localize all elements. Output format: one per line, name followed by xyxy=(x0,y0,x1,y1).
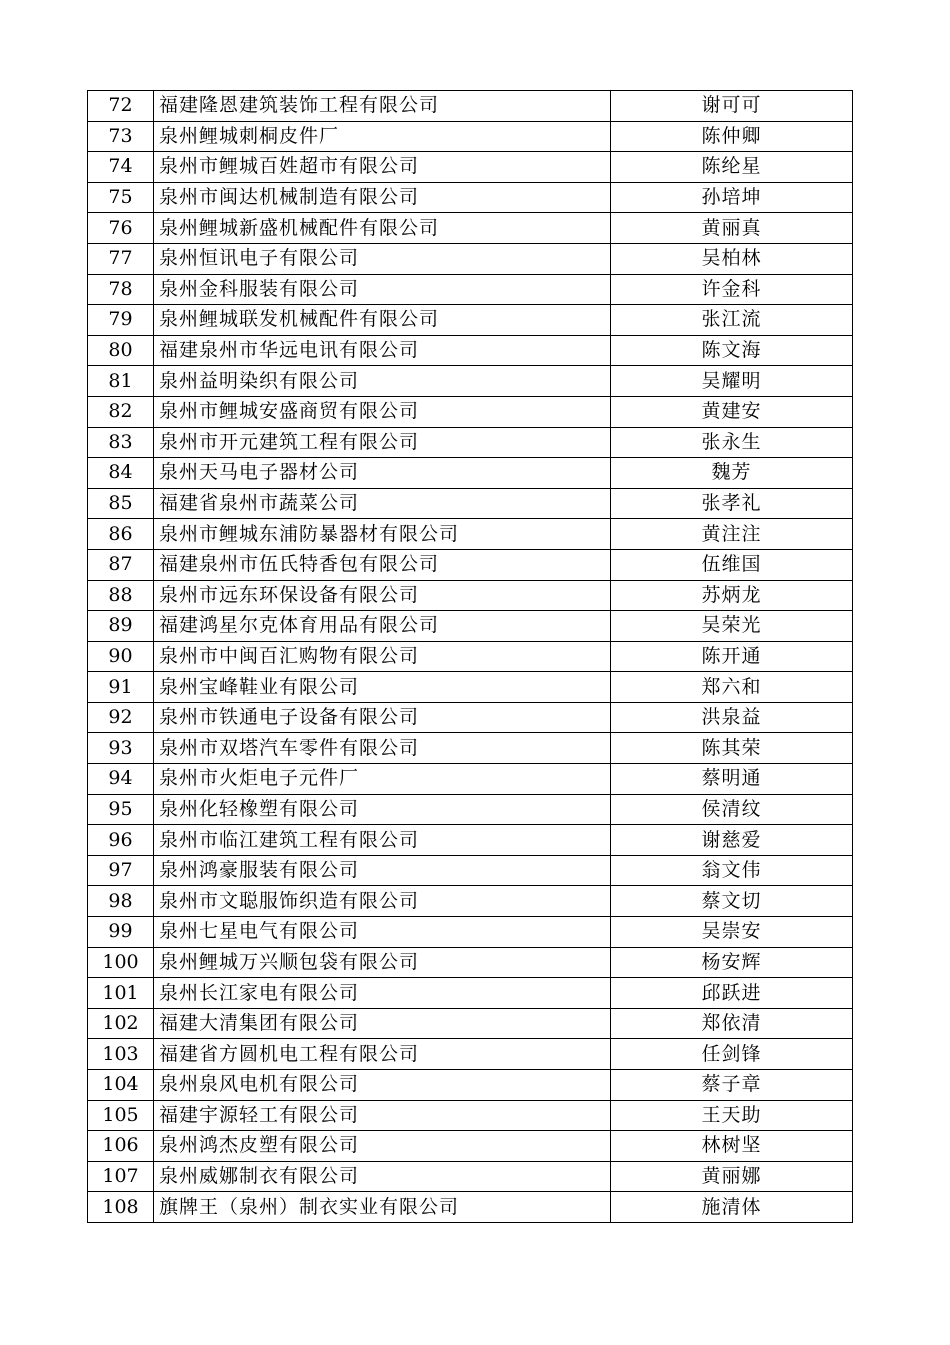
representative-name: 林树坚 xyxy=(611,1131,853,1162)
company-name: 泉州恒讯电子有限公司 xyxy=(154,243,611,274)
table-row xyxy=(88,121,853,152)
table-row xyxy=(88,886,853,917)
row-number: 86 xyxy=(88,519,154,550)
row-number: 79 xyxy=(88,305,154,336)
company-name: 福建省方圆机电工程有限公司 xyxy=(154,1039,611,1070)
company-name: 泉州鲤城新盛机械配件有限公司 xyxy=(154,213,611,244)
row-number: 72 xyxy=(88,91,154,122)
row-number: 105 xyxy=(88,1100,154,1131)
row-number: 85 xyxy=(88,488,154,519)
row-number: 104 xyxy=(88,1070,154,1101)
table-row xyxy=(88,794,853,825)
row-number: 91 xyxy=(88,672,154,703)
representative-name: 吴耀明 xyxy=(611,366,853,397)
table-row xyxy=(88,152,853,183)
representative-name: 杨安辉 xyxy=(611,947,853,978)
company-name: 泉州泉风电机有限公司 xyxy=(154,1070,611,1101)
representative-name: 谢慈爱 xyxy=(611,825,853,856)
representative-name: 蔡文切 xyxy=(611,886,853,917)
company-name: 泉州宝峰鞋业有限公司 xyxy=(154,672,611,703)
company-name: 泉州化轻橡塑有限公司 xyxy=(154,794,611,825)
representative-name: 吴崇安 xyxy=(611,917,853,948)
row-number: 95 xyxy=(88,794,154,825)
table-row xyxy=(88,549,853,580)
row-number: 106 xyxy=(88,1131,154,1162)
row-number: 107 xyxy=(88,1161,154,1192)
representative-name: 张孝礼 xyxy=(611,488,853,519)
representative-name: 陈纶星 xyxy=(611,152,853,183)
row-number: 76 xyxy=(88,213,154,244)
row-number: 99 xyxy=(88,917,154,948)
row-number: 73 xyxy=(88,121,154,152)
table-row xyxy=(88,855,853,886)
representative-name: 侯清纹 xyxy=(611,794,853,825)
representative-name: 伍维国 xyxy=(611,549,853,580)
table-row xyxy=(88,1070,853,1101)
table-row xyxy=(88,182,853,213)
company-name: 泉州市铁通电子设备有限公司 xyxy=(154,702,611,733)
company-name: 泉州市闽达机械制造有限公司 xyxy=(154,182,611,213)
table-row xyxy=(88,213,853,244)
representative-name: 陈仲卿 xyxy=(611,121,853,152)
row-number: 80 xyxy=(88,335,154,366)
representative-name: 陈其荣 xyxy=(611,733,853,764)
table-row xyxy=(88,1039,853,1070)
company-name: 福建省泉州市蔬菜公司 xyxy=(154,488,611,519)
table-row xyxy=(88,978,853,1009)
company-name: 泉州市鲤城百姓超市有限公司 xyxy=(154,152,611,183)
representative-name: 吴柏林 xyxy=(611,243,853,274)
representative-name: 魏芳 xyxy=(611,458,853,489)
table-row xyxy=(88,1100,853,1131)
table-row xyxy=(88,335,853,366)
row-number: 83 xyxy=(88,427,154,458)
company-name: 泉州益明染织有限公司 xyxy=(154,366,611,397)
table-row xyxy=(88,366,853,397)
representative-name: 黄建安 xyxy=(611,396,853,427)
table-row xyxy=(88,947,853,978)
representative-name: 黄丽娜 xyxy=(611,1161,853,1192)
representative-name: 许金科 xyxy=(611,274,853,305)
table-row xyxy=(88,917,853,948)
row-number: 94 xyxy=(88,764,154,795)
row-number: 82 xyxy=(88,396,154,427)
table-row xyxy=(88,1008,853,1039)
table-row xyxy=(88,733,853,764)
row-number: 100 xyxy=(88,947,154,978)
table-row xyxy=(88,488,853,519)
company-name: 泉州鸿豪服装有限公司 xyxy=(154,855,611,886)
representative-name: 蔡明通 xyxy=(611,764,853,795)
row-number: 98 xyxy=(88,886,154,917)
company-name: 福建宇源轻工有限公司 xyxy=(154,1100,611,1131)
company-name: 泉州七星电气有限公司 xyxy=(154,917,611,948)
table-row xyxy=(88,427,853,458)
row-number: 87 xyxy=(88,549,154,580)
row-number: 74 xyxy=(88,152,154,183)
company-name: 泉州金科服装有限公司 xyxy=(154,274,611,305)
table-row xyxy=(88,396,853,427)
company-name: 泉州市鲤城东浦防暴器材有限公司 xyxy=(154,519,611,550)
row-number: 90 xyxy=(88,641,154,672)
row-number: 88 xyxy=(88,580,154,611)
company-name: 泉州市文聪服饰织造有限公司 xyxy=(154,886,611,917)
table-row xyxy=(88,91,853,122)
row-number: 75 xyxy=(88,182,154,213)
company-name: 福建大清集团有限公司 xyxy=(154,1008,611,1039)
company-name: 泉州市中闽百汇购物有限公司 xyxy=(154,641,611,672)
row-number: 102 xyxy=(88,1008,154,1039)
representative-name: 吴荣光 xyxy=(611,611,853,642)
row-number: 92 xyxy=(88,702,154,733)
table-row xyxy=(88,672,853,703)
representative-name: 邱跃进 xyxy=(611,978,853,1009)
row-number: 108 xyxy=(88,1192,154,1223)
table-row xyxy=(88,458,853,489)
row-number: 93 xyxy=(88,733,154,764)
representative-name: 张永生 xyxy=(611,427,853,458)
company-name: 泉州鸿杰皮塑有限公司 xyxy=(154,1131,611,1162)
row-number: 89 xyxy=(88,611,154,642)
row-number: 81 xyxy=(88,366,154,397)
row-number: 96 xyxy=(88,825,154,856)
row-number: 78 xyxy=(88,274,154,305)
company-name: 泉州市临江建筑工程有限公司 xyxy=(154,825,611,856)
company-name: 福建泉州市华远电讯有限公司 xyxy=(154,335,611,366)
company-name: 泉州市火炬电子元件厂 xyxy=(154,764,611,795)
company-name: 泉州天马电子器材公司 xyxy=(154,458,611,489)
table-row xyxy=(88,1131,853,1162)
company-name: 泉州鲤城刺桐皮件厂 xyxy=(154,121,611,152)
table-row xyxy=(88,611,853,642)
representative-name: 孙培坤 xyxy=(611,182,853,213)
representative-name: 陈开通 xyxy=(611,641,853,672)
representative-name: 翁文伟 xyxy=(611,855,853,886)
company-name: 旗牌王（泉州）制衣实业有限公司 xyxy=(154,1192,611,1223)
company-name: 福建鸿星尔克体育用品有限公司 xyxy=(154,611,611,642)
table-row xyxy=(88,702,853,733)
representative-name: 陈文海 xyxy=(611,335,853,366)
company-table-body xyxy=(88,91,853,1223)
representative-name: 施清体 xyxy=(611,1192,853,1223)
company-table xyxy=(87,90,853,1223)
table-row xyxy=(88,243,853,274)
row-number: 97 xyxy=(88,855,154,886)
company-name: 泉州市双塔汽车零件有限公司 xyxy=(154,733,611,764)
row-number: 77 xyxy=(88,243,154,274)
representative-name: 黄注注 xyxy=(611,519,853,550)
table-row xyxy=(88,580,853,611)
table-row xyxy=(88,641,853,672)
company-name: 泉州鲤城联发机械配件有限公司 xyxy=(154,305,611,336)
representative-name: 蔡子章 xyxy=(611,1070,853,1101)
table-row xyxy=(88,274,853,305)
representative-name: 王天助 xyxy=(611,1100,853,1131)
row-number: 84 xyxy=(88,458,154,489)
company-name: 福建隆恩建筑装饰工程有限公司 xyxy=(154,91,611,122)
representative-name: 张江流 xyxy=(611,305,853,336)
company-name: 泉州鲤城万兴顺包袋有限公司 xyxy=(154,947,611,978)
company-name: 泉州市开元建筑工程有限公司 xyxy=(154,427,611,458)
table-row xyxy=(88,305,853,336)
company-name: 泉州市远东环保设备有限公司 xyxy=(154,580,611,611)
representative-name: 谢可可 xyxy=(611,91,853,122)
company-name: 泉州威娜制衣有限公司 xyxy=(154,1161,611,1192)
representative-name: 郑依清 xyxy=(611,1008,853,1039)
representative-name: 黄丽真 xyxy=(611,213,853,244)
table-row xyxy=(88,519,853,550)
table-row xyxy=(88,764,853,795)
company-name: 泉州市鲤城安盛商贸有限公司 xyxy=(154,396,611,427)
row-number: 101 xyxy=(88,978,154,1009)
document-page xyxy=(87,90,852,1223)
company-name: 泉州长江家电有限公司 xyxy=(154,978,611,1009)
representative-name: 洪泉益 xyxy=(611,702,853,733)
table-row xyxy=(88,825,853,856)
representative-name: 郑六和 xyxy=(611,672,853,703)
table-row xyxy=(88,1192,853,1223)
row-number: 103 xyxy=(88,1039,154,1070)
representative-name: 苏炳龙 xyxy=(611,580,853,611)
table-row xyxy=(88,1161,853,1192)
company-name: 福建泉州市伍氏特香包有限公司 xyxy=(154,549,611,580)
representative-name: 任剑锋 xyxy=(611,1039,853,1070)
